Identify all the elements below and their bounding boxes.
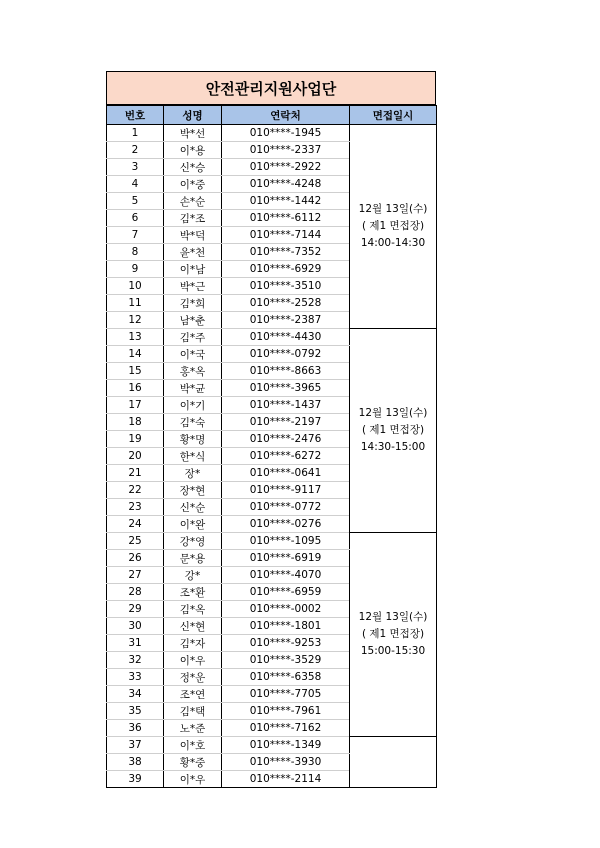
cell-number: 20 bbox=[107, 448, 164, 465]
interview-datetime-line: 14:00-14:30 bbox=[360, 237, 426, 249]
interview-datetime-line: 12월 13일(수) bbox=[358, 203, 428, 215]
cell-contact: 010****-2337 bbox=[222, 142, 350, 159]
interview-table bbox=[106, 105, 437, 788]
cell-name: 이*중 bbox=[164, 176, 222, 193]
cell-number: 8 bbox=[107, 244, 164, 261]
cell-number: 38 bbox=[107, 754, 164, 771]
cell-contact: 010****-7961 bbox=[222, 703, 350, 720]
cell-contact: 010****-3965 bbox=[222, 380, 350, 397]
cell-name: 박*근 bbox=[164, 278, 222, 295]
cell-number: 28 bbox=[107, 584, 164, 601]
cell-name: 조*연 bbox=[164, 686, 222, 703]
cell-contact: 010****-2476 bbox=[222, 431, 350, 448]
cell-name: 장* bbox=[164, 465, 222, 482]
cell-name: 조*환 bbox=[164, 584, 222, 601]
cell-name: 신*승 bbox=[164, 159, 222, 176]
cell-name: 강* bbox=[164, 567, 222, 584]
cell-name: 박*덕 bbox=[164, 227, 222, 244]
cell-contact: 010****-0641 bbox=[222, 465, 350, 482]
cell-number: 26 bbox=[107, 550, 164, 567]
cell-contact: 010****-6929 bbox=[222, 261, 350, 278]
cell-name: 홍*옥 bbox=[164, 363, 222, 380]
table-row bbox=[107, 125, 437, 142]
cell-contact: 010****-0276 bbox=[222, 516, 350, 533]
cell-name: 이*용 bbox=[164, 142, 222, 159]
cell-number: 4 bbox=[107, 176, 164, 193]
cell-number: 14 bbox=[107, 346, 164, 363]
cell-name: 이*국 bbox=[164, 346, 222, 363]
cell-number: 21 bbox=[107, 465, 164, 482]
cell-number: 9 bbox=[107, 261, 164, 278]
cell-contact: 010****-9117 bbox=[222, 482, 350, 499]
cell-contact: 010****-0792 bbox=[222, 346, 350, 363]
cell-contact: 010****-2528 bbox=[222, 295, 350, 312]
cell-contact: 010****-6919 bbox=[222, 550, 350, 567]
table-body bbox=[107, 125, 437, 788]
cell-number: 13 bbox=[107, 329, 164, 346]
cell-name: 김*옥 bbox=[164, 601, 222, 618]
cell-contact: 010****-1801 bbox=[222, 618, 350, 635]
cell-contact: 010****-1442 bbox=[222, 193, 350, 210]
interview-datetime-line: 12월 13일(수) bbox=[358, 611, 428, 623]
schedule-sheet bbox=[106, 71, 436, 788]
cell-number: 7 bbox=[107, 227, 164, 244]
cell-number: 31 bbox=[107, 635, 164, 652]
cell-name: 문*용 bbox=[164, 550, 222, 567]
cell-number: 35 bbox=[107, 703, 164, 720]
cell-contact: 010****-3529 bbox=[222, 652, 350, 669]
cell-contact: 010****-0002 bbox=[222, 601, 350, 618]
cell-number: 32 bbox=[107, 652, 164, 669]
cell-contact: 010****-6959 bbox=[222, 584, 350, 601]
cell-number: 1 bbox=[107, 125, 164, 142]
cell-name: 김*희 bbox=[164, 295, 222, 312]
cell-number: 19 bbox=[107, 431, 164, 448]
cell-name: 이*우 bbox=[164, 771, 222, 788]
cell-number: 11 bbox=[107, 295, 164, 312]
cell-number: 17 bbox=[107, 397, 164, 414]
cell-name: 박*균 bbox=[164, 380, 222, 397]
cell-name: 신*현 bbox=[164, 618, 222, 635]
cell-name: 김*숙 bbox=[164, 414, 222, 431]
cell-name: 신*순 bbox=[164, 499, 222, 516]
table-row bbox=[107, 737, 437, 754]
cell-number: 39 bbox=[107, 771, 164, 788]
header-row bbox=[107, 106, 437, 125]
cell-contact: 010****-1437 bbox=[222, 397, 350, 414]
interview-datetime-line: ( 제1 면접장) bbox=[361, 220, 425, 232]
cell-number: 23 bbox=[107, 499, 164, 516]
cell-contact: 010****-7352 bbox=[222, 244, 350, 261]
interview-datetime-line: 15:00-15:30 bbox=[360, 645, 426, 657]
cell-contact: 010****-6272 bbox=[222, 448, 350, 465]
cell-name: 남*춘 bbox=[164, 312, 222, 329]
table-row bbox=[107, 329, 437, 346]
cell-name: 이*기 bbox=[164, 397, 222, 414]
cell-contact: 010****-2922 bbox=[222, 159, 350, 176]
cell-number: 33 bbox=[107, 669, 164, 686]
cell-contact: 010****-6112 bbox=[222, 210, 350, 227]
header-number: 번호 bbox=[107, 106, 164, 125]
cell-interview-datetime bbox=[350, 125, 437, 329]
cell-contact: 010****-7705 bbox=[222, 686, 350, 703]
cell-name: 김*조 bbox=[164, 210, 222, 227]
cell-contact: 010****-3510 bbox=[222, 278, 350, 295]
cell-number: 5 bbox=[107, 193, 164, 210]
cell-number: 18 bbox=[107, 414, 164, 431]
cell-name: 이*호 bbox=[164, 737, 222, 754]
cell-number: 15 bbox=[107, 363, 164, 380]
table-row bbox=[107, 533, 437, 550]
cell-contact: 010****-1945 bbox=[222, 125, 350, 142]
cell-contact: 010****-9253 bbox=[222, 635, 350, 652]
cell-contact: 010****-0772 bbox=[222, 499, 350, 516]
cell-name: 정*운 bbox=[164, 669, 222, 686]
cell-name: 윤*천 bbox=[164, 244, 222, 261]
cell-number: 29 bbox=[107, 601, 164, 618]
cell-number: 36 bbox=[107, 720, 164, 737]
cell-name: 손*순 bbox=[164, 193, 222, 210]
cell-interview-datetime bbox=[350, 533, 437, 737]
cell-number: 12 bbox=[107, 312, 164, 329]
cell-contact: 010****-2114 bbox=[222, 771, 350, 788]
cell-name: 강*영 bbox=[164, 533, 222, 550]
header-contact: 연락처 bbox=[222, 106, 350, 125]
cell-number: 16 bbox=[107, 380, 164, 397]
interview-datetime-line: 14:30-15:00 bbox=[360, 441, 426, 453]
cell-number: 24 bbox=[107, 516, 164, 533]
cell-contact: 010****-1349 bbox=[222, 737, 350, 754]
cell-contact: 010****-8663 bbox=[222, 363, 350, 380]
cell-contact: 010****-4430 bbox=[222, 329, 350, 346]
cell-contact: 010****-4070 bbox=[222, 567, 350, 584]
cell-name: 김*자 bbox=[164, 635, 222, 652]
cell-name: 김*택 bbox=[164, 703, 222, 720]
cell-interview-datetime bbox=[350, 737, 437, 788]
interview-datetime-line: ( 제1 면접장) bbox=[361, 424, 425, 436]
cell-contact: 010****-3930 bbox=[222, 754, 350, 771]
cell-name: 이*남 bbox=[164, 261, 222, 278]
cell-number: 6 bbox=[107, 210, 164, 227]
cell-name: 장*현 bbox=[164, 482, 222, 499]
cell-number: 25 bbox=[107, 533, 164, 550]
cell-name: 한*식 bbox=[164, 448, 222, 465]
cell-number: 37 bbox=[107, 737, 164, 754]
cell-name: 이*완 bbox=[164, 516, 222, 533]
cell-contact: 010****-4248 bbox=[222, 176, 350, 193]
cell-number: 27 bbox=[107, 567, 164, 584]
cell-name: 이*우 bbox=[164, 652, 222, 669]
sheet-title: 안전관리지원사업단 bbox=[106, 71, 436, 105]
cell-number: 2 bbox=[107, 142, 164, 159]
cell-contact: 010****-7144 bbox=[222, 227, 350, 244]
cell-contact: 010****-1095 bbox=[222, 533, 350, 550]
cell-number: 22 bbox=[107, 482, 164, 499]
cell-number: 30 bbox=[107, 618, 164, 635]
header-interview-datetime: 면접일시 bbox=[350, 106, 437, 125]
cell-interview-datetime bbox=[350, 329, 437, 533]
header-name: 성명 bbox=[164, 106, 222, 125]
cell-number: 3 bbox=[107, 159, 164, 176]
cell-number: 34 bbox=[107, 686, 164, 703]
cell-contact: 010****-2387 bbox=[222, 312, 350, 329]
cell-name: 노*준 bbox=[164, 720, 222, 737]
cell-name: 황*명 bbox=[164, 431, 222, 448]
cell-contact: 010****-6358 bbox=[222, 669, 350, 686]
interview-datetime-line: ( 제1 면접장) bbox=[361, 628, 425, 640]
cell-contact: 010****-2197 bbox=[222, 414, 350, 431]
interview-datetime-line: 12월 13일(수) bbox=[358, 407, 428, 419]
cell-contact: 010****-7162 bbox=[222, 720, 350, 737]
cell-number: 10 bbox=[107, 278, 164, 295]
cell-name: 박*선 bbox=[164, 125, 222, 142]
cell-name: 황*중 bbox=[164, 754, 222, 771]
cell-name: 김*주 bbox=[164, 329, 222, 346]
